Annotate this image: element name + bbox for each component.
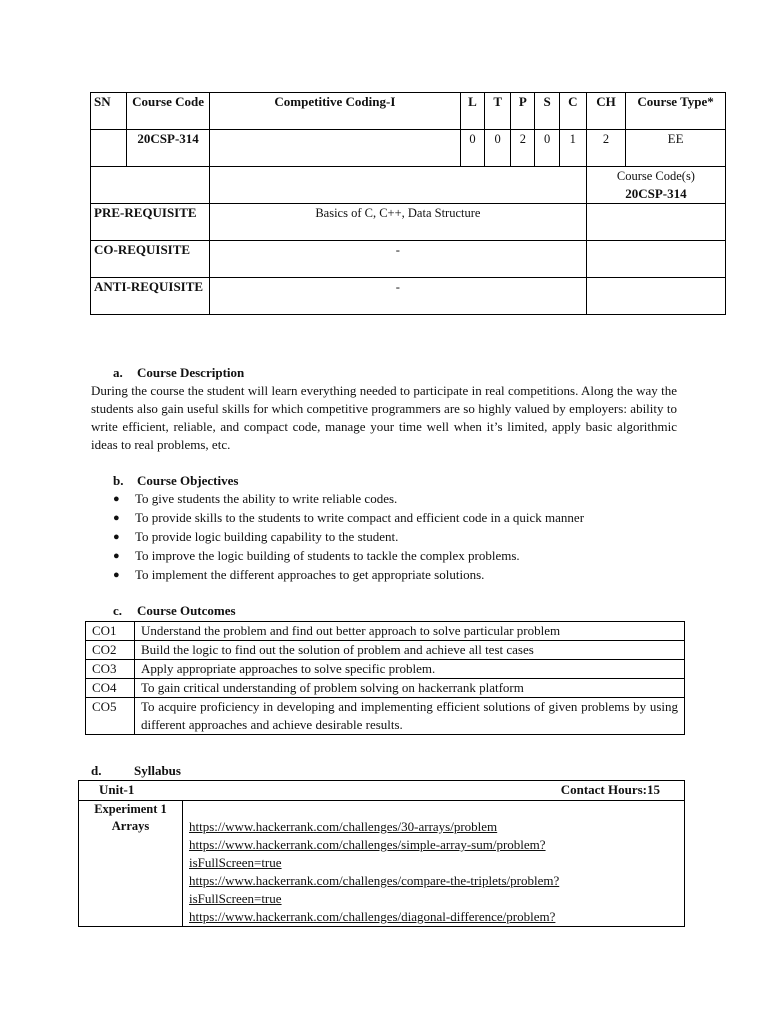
l-value: 0 xyxy=(460,130,484,167)
course-title: Competitive Coding-I xyxy=(209,93,460,130)
t-header: T xyxy=(485,93,511,130)
experiment-cell xyxy=(79,801,183,927)
objective-text: To implement the different approaches to get appropriate solutions. xyxy=(135,567,485,582)
objective-text: To improve the logic building of students to tackle the complex problems. xyxy=(135,548,520,563)
antireq-label: ANTI-REQUISITE xyxy=(91,278,210,315)
problem-link[interactable]: https://www.hackerrank.com/challenges/diagonal-difference/problem? xyxy=(189,909,556,924)
t-value: 0 xyxy=(485,130,511,167)
course-codes-cell xyxy=(586,167,725,204)
bullet-icon: ● xyxy=(113,493,120,505)
table-row xyxy=(86,641,685,660)
bullet-icon: ● xyxy=(113,569,120,581)
unit-row xyxy=(79,781,685,801)
ch-header: CH xyxy=(586,93,625,130)
experiment-name: Arrays xyxy=(111,819,150,833)
prereq-value: Basics of C, C++, Data Structure xyxy=(209,204,586,241)
course-code-value: 20CSP-314 xyxy=(127,130,210,167)
syllabus-heading xyxy=(91,762,181,780)
course-type-value: EE xyxy=(626,130,726,167)
unit-header xyxy=(79,781,685,801)
table-row xyxy=(86,698,685,735)
outcome-text: Understand the problem and find out better approach to solve particular problem xyxy=(135,622,685,641)
outcome-text: To acquire proficiency in developing and implementing efficient solutions of given problems by using different approaches and achieve desirable results. xyxy=(135,698,685,735)
outcomes-heading xyxy=(113,602,236,620)
empty-cell xyxy=(209,167,586,204)
problem-link[interactable]: https://www.hackerrank.com/challenges/compare-the-triplets/problem? xyxy=(189,873,560,888)
section-title: Course Outcomes xyxy=(137,603,236,618)
c-header: C xyxy=(559,93,586,130)
unit-label: Unit-1 xyxy=(99,782,135,797)
p-header: P xyxy=(511,93,535,130)
problem-link[interactable]: https://www.hackerrank.com/challenges/simple-array-sum/problem? xyxy=(189,837,546,852)
outcome-code: CO5 xyxy=(86,698,135,735)
outcome-code: CO3 xyxy=(86,660,135,679)
empty-cell xyxy=(91,167,210,204)
table-row xyxy=(79,801,685,927)
contact-hours: Contact Hours:15 xyxy=(560,782,660,797)
objectives-list xyxy=(113,490,584,585)
links-cell xyxy=(183,801,685,927)
table-row xyxy=(86,679,685,698)
description-text: During the course the student will learn everything needed to participate in real competitions. Along the way the students also gain useful skills for which competitive programmers are so highly valued by employers: ability to write efficient, reliable, and compact code, manage your time well when it’s limited, apply basic algorithmic ideas to real problems, etc. xyxy=(91,383,677,452)
objective-text: To give students the ability to write reliable codes. xyxy=(135,491,398,506)
section-letter: d. xyxy=(91,763,102,778)
list-item xyxy=(113,566,584,585)
outcome-text: To gain critical understanding of problem solving on hackerrank platform xyxy=(135,679,685,698)
course-codes-label: Course Code(s) xyxy=(616,169,695,183)
table-row xyxy=(86,660,685,679)
section-letter: a. xyxy=(113,365,123,380)
outcome-text: Apply appropriate approaches to solve specific problem. xyxy=(135,660,685,679)
section-letter: c. xyxy=(113,603,123,618)
list-item xyxy=(113,509,584,528)
title-empty-cell xyxy=(209,130,460,167)
objective-text: To provide logic building capability to the student. xyxy=(135,529,399,544)
objectives-heading xyxy=(113,472,238,490)
sn-cell xyxy=(91,130,127,167)
list-item xyxy=(113,490,584,509)
empty-cell xyxy=(586,204,725,241)
problem-link[interactable]: isFullScreen=true xyxy=(189,855,282,870)
section-title: Course Objectives xyxy=(137,473,239,488)
section-letter: b. xyxy=(113,473,124,488)
section-title: Course Description xyxy=(137,365,245,380)
empty-cell xyxy=(586,278,725,315)
course-header-table xyxy=(90,92,726,315)
outcome-code: CO2 xyxy=(86,641,135,660)
antireq-value: - xyxy=(209,278,586,315)
coreq-label: CO-REQUISITE xyxy=(91,241,210,278)
objective-text: To provide skills to the students to write compact and efficient code in a quick manner xyxy=(135,510,585,525)
section-title: Syllabus xyxy=(134,763,181,778)
prereq-label: PRE-REQUISITE xyxy=(91,204,210,241)
course-codes-value: 20CSP-314 xyxy=(625,186,687,201)
course-code-header: Course Code xyxy=(127,93,210,130)
bullet-icon: ● xyxy=(113,531,120,543)
s-value: 0 xyxy=(535,130,559,167)
problem-link[interactable]: isFullScreen=true xyxy=(189,891,282,906)
p-value: 2 xyxy=(511,130,535,167)
outcome-code: CO4 xyxy=(86,679,135,698)
c-value: 1 xyxy=(559,130,586,167)
list-item xyxy=(113,547,584,566)
coreq-value: - xyxy=(209,241,586,278)
bullet-icon: ● xyxy=(113,512,120,524)
ch-value: 2 xyxy=(586,130,625,167)
empty-cell xyxy=(586,241,725,278)
list-item xyxy=(113,528,584,547)
course-type-header: Course Type* xyxy=(626,93,726,130)
table-row xyxy=(86,622,685,641)
bullet-icon: ● xyxy=(113,550,120,562)
l-header: L xyxy=(460,93,484,130)
problem-link[interactable]: https://www.hackerrank.com/challenges/30-arrays/problem xyxy=(189,819,498,834)
description-heading xyxy=(113,364,244,382)
sn-header: SN xyxy=(91,93,127,130)
s-header: S xyxy=(535,93,559,130)
outcome-text: Build the logic to find out the solution of problem and achieve all test cases xyxy=(135,641,685,660)
experiment-label: Experiment 1 xyxy=(94,802,167,816)
outcomes-table xyxy=(85,621,685,735)
syllabus-table xyxy=(78,780,685,927)
outcome-code: CO1 xyxy=(86,622,135,641)
